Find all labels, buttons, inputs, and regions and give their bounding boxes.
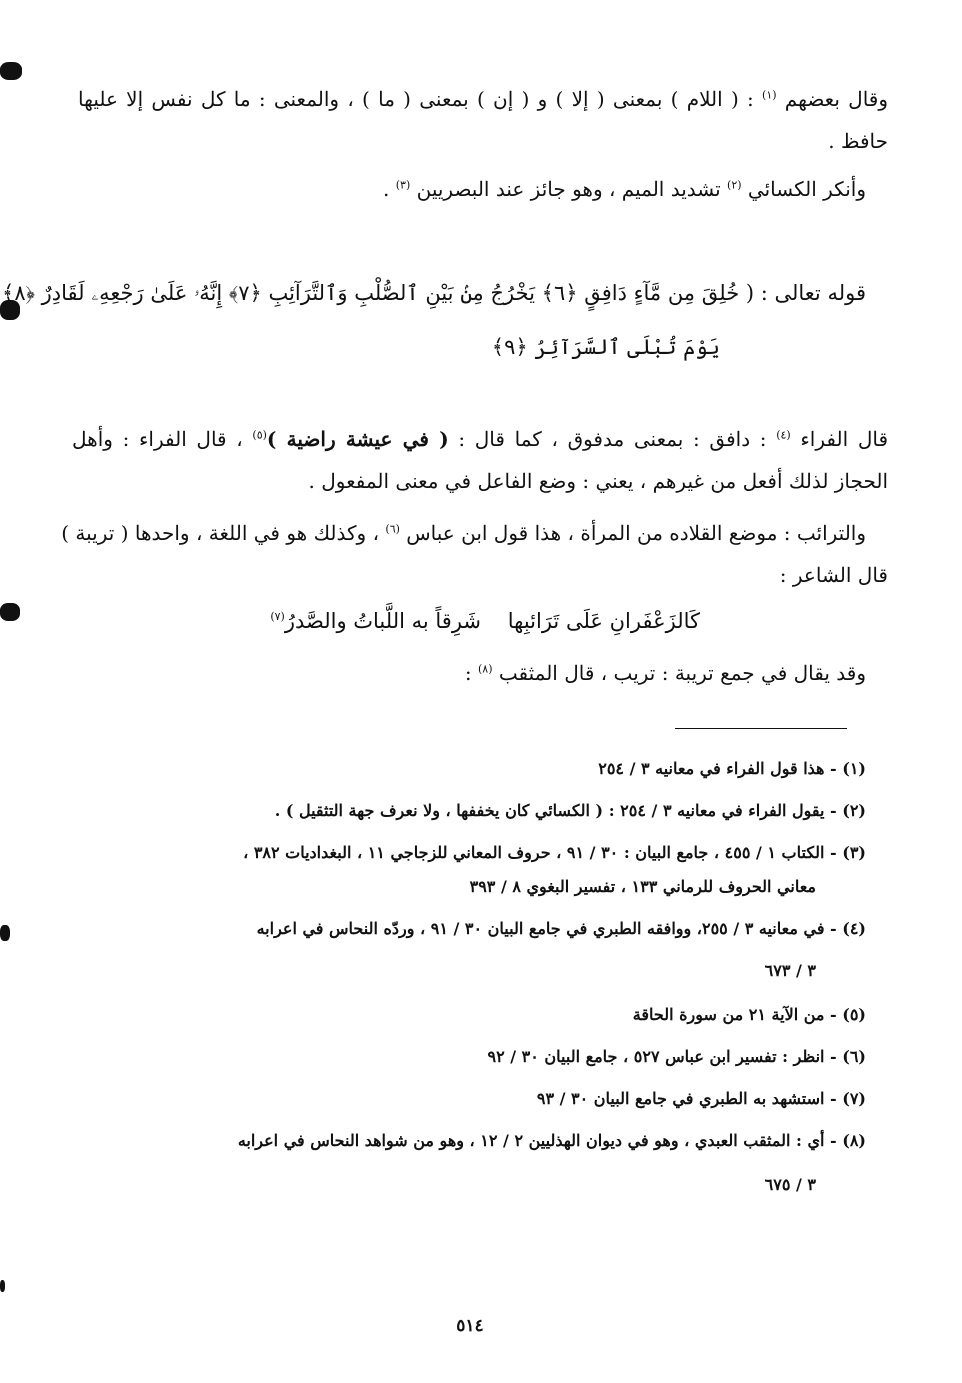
body-line: قال الفراء $^{(٤)}$ : دافق : بمعنى مدفوق ، كما قال : ( في عيشة راضية )$^{(٥)}$ ، قال الفراء : وأهل (72, 427, 889, 451)
footnote: (٥) - من الآية ٢١ من سورة الحاقة (632, 1005, 866, 1024)
body-line: وأنكر الكسائي $^{(٢)}$ تشديد الميم ، وهو جائز عند البصريين $^{(٣)}$ . (383, 177, 866, 201)
scan-punch-mark (0, 62, 22, 80)
verse-line: يَوْمَ تُبْلَى ٱلسَّرَآئِرُ ﴿٩﴾ (491, 335, 720, 359)
footnote: معاني الحروف للرماني ١٣٣ ، تفسير البغوي ٨ / ٣٩٣ (469, 877, 816, 896)
body-line: وقد يقال في جمع تريبة : تريب ، قال المثقب $^{(٨)}$ : (464, 661, 866, 685)
poetry-line: كَالزَعْفَرانِ عَلَى تَرَائبِها شَرِقاً به اللَّباتُ والصَّدرُ$^{(٧)}$ (270, 609, 700, 633)
scan-punch-mark (0, 603, 20, 621)
body-line: وقال بعضهم $^{(١)}$ : ( اللام ) بمعنى ( إلا ) و ( إن ) بمعنى ( ما ) ، والمعنى : ما كل نفس إلا عليها (78, 87, 889, 111)
body-line: حافظ . (828, 129, 888, 153)
footnote: (٧) - استشهد به الطبري في جامع البيان ٣٠ / ٩٣ (536, 1089, 866, 1108)
scan-punch-mark (0, 1280, 5, 1292)
footnote-separator (675, 728, 847, 729)
footnote: (٦) - انظر : تفسير ابن عباس ٥٢٧ ، جامع البيان ٣٠ / ٩٢ (487, 1047, 866, 1066)
scan-punch-mark (0, 925, 10, 941)
body-line: والترائب : موضع القلاده من المرأة ، هذا قول ابن عباس $^{(٦)}$ ، وكذلك هو في اللغة ، واحدها ( تريبة ) (61, 521, 866, 545)
footnote: ٣ / ٦٧٣ (764, 961, 816, 980)
footnote: ٣ / ٦٧٥ (764, 1175, 816, 1194)
body-line: الحجاز لذلك أفعل من غيرهم ، يعني : وضع الفاعل في معنى المفعول . (308, 469, 888, 493)
footnote: (٣) - الكتاب ١ / ٤٥٥ ، جامع البيان : ٣٠ / ٩١ ، حروف المعاني للزجاجي ١١ ، البغداديات ٣٨٢ ، (243, 843, 866, 862)
footnote: (٤) - في معانيه ٣ / ٢٥٥، ووافقه الطبري في جامع البيان ٣٠ / ٩١ ، وردّه النحاس في اعرابه (256, 919, 866, 938)
footnote: (٨) - أي : المثقب العبدي ، وهو في ديوان الهذليين ٢ / ١٢ ، وهو من شواهد النحاس في اعرابه (237, 1131, 866, 1150)
footnote: (٢) - يقول الفراء في معانيه ٣ / ٢٥٤ : ( الكسائي كان يخففها ، ولا نعرف جهة التثقيل ) . (274, 801, 866, 820)
verse-line: قوله تعالى : ( خُلِقَ مِن مَّآءٍ دَافِقٍ ﴿٦﴾ يَخْرُجُ مِنۢ بَيْنِ ٱلصُّلْبِ وَٱلتَّرَآئِبِ ﴿٧﴾ إِنَّهُۥ عَلَىٰ رَجْعِهِۦ لَقَادِرٌ ﴿٨﴾ (2, 281, 866, 305)
page-number: ٥١٤ (456, 1316, 484, 1336)
body-line: قال الشاعر : (779, 563, 888, 587)
footnote: (١) - هذا قول الفراء في معانيه ٣ / ٢٥٤ (598, 759, 866, 778)
